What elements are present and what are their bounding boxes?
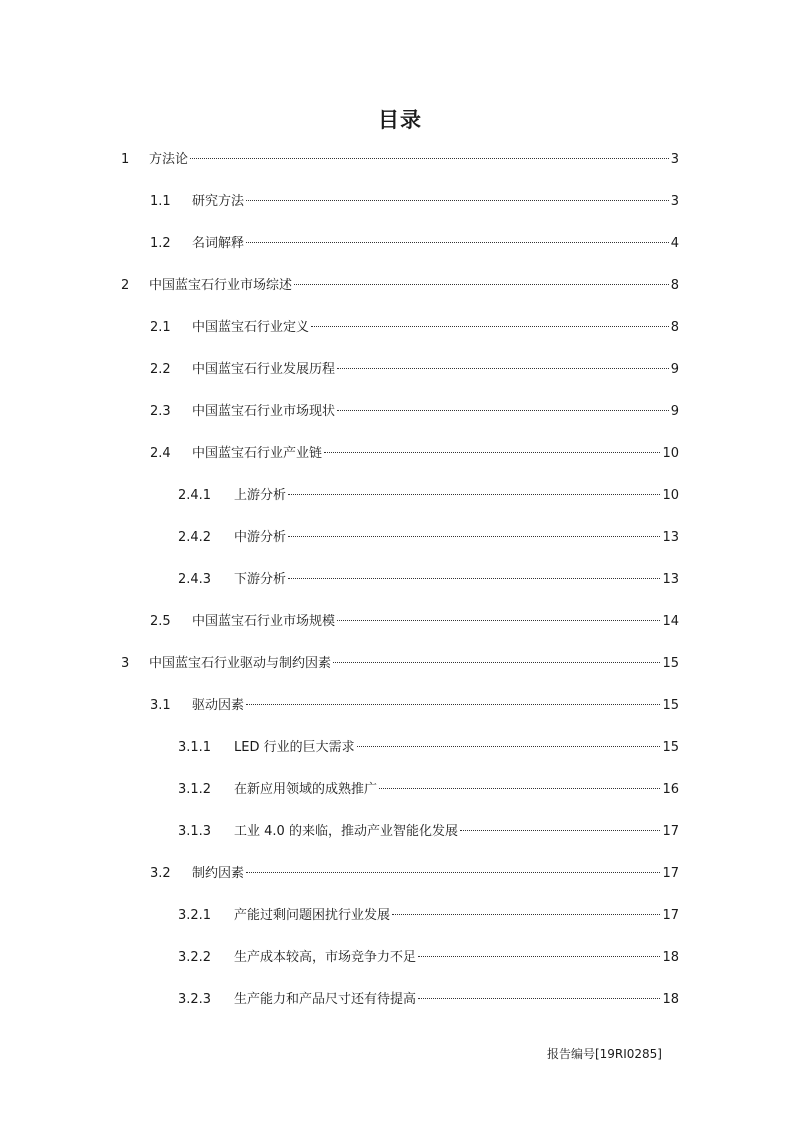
toc-leader-dots (190, 158, 669, 159)
report-id: 报告编号[19RI0285] (546, 1047, 662, 1061)
toc-entry-page: 15 (662, 698, 679, 713)
toc-entry-label: LED 行业的巨大需求 (234, 740, 355, 755)
toc-entry-page: 14 (662, 614, 679, 629)
toc-entry[interactable] (178, 822, 679, 842)
toc-entry-label: 中国蓝宝石行业驱动与制约因素 (149, 656, 332, 671)
toc-entry[interactable] (121, 276, 679, 296)
toc-leader-dots (246, 872, 660, 873)
toc-entry[interactable] (150, 360, 679, 380)
toc-entry-number: 2.2 (150, 362, 171, 377)
toc-entry-number: 1.2 (150, 236, 171, 251)
toc-leader-dots (337, 368, 669, 369)
toc-entry-number: 3 (121, 656, 130, 671)
toc-entry[interactable] (121, 654, 679, 674)
toc-entry-label: 中国蓝宝石行业产业链 (192, 446, 323, 461)
toc-entry-number: 3.1.1 (178, 740, 212, 755)
toc-entry-label: 中国蓝宝石行业市场现状 (192, 404, 336, 419)
toc-entry[interactable] (178, 948, 679, 968)
toc-entry[interactable] (178, 486, 679, 506)
toc-entry-number: 2.4.2 (178, 530, 212, 545)
toc-entry-page: 10 (662, 488, 679, 503)
toc-leader-dots (418, 998, 660, 999)
toc-leader-dots (333, 662, 660, 663)
toc-leader-dots (324, 452, 660, 453)
toc-entry-page: 17 (662, 866, 679, 881)
toc-leader-dots (337, 620, 660, 621)
toc-leader-dots (357, 746, 661, 747)
toc-entry-number: 2.5 (150, 614, 171, 629)
toc-entry-label: 生产能力和产品尺寸还有待提高 (234, 992, 417, 1007)
toc-entry-label: 中国蓝宝石行业市场规模 (192, 614, 336, 629)
toc-entry-page: 16 (662, 782, 679, 797)
toc-leader-dots (294, 284, 669, 285)
toc-leader-dots (460, 830, 661, 831)
toc-leader-dots (337, 410, 669, 411)
toc-entry-number: 3.1.3 (178, 824, 212, 839)
toc-entry-page: 3 (670, 194, 679, 209)
toc-entry-number: 2 (121, 278, 130, 293)
toc-entry-number: 1.1 (150, 194, 171, 209)
toc-entry-number: 2.1 (150, 320, 171, 335)
toc-entry[interactable] (150, 192, 679, 212)
toc-entry-label: 上游分析 (234, 488, 287, 503)
toc-entry[interactable] (150, 696, 679, 716)
toc-entry[interactable] (150, 444, 679, 464)
toc-entry[interactable] (178, 528, 679, 548)
toc-entry[interactable] (150, 864, 679, 884)
toc-leader-dots (379, 788, 660, 789)
toc-entry-page: 13 (662, 530, 679, 545)
toc-entry-label: 生产成本较高，市场竞争力不足 (234, 950, 417, 965)
toc-entry-label: 驱动因素 (192, 698, 245, 713)
toc-entry-label: 工业 4.0 的来临，推动产业智能化发展 (234, 824, 458, 839)
toc-entry[interactable] (178, 780, 679, 800)
toc-entry-number: 3.2.2 (178, 950, 212, 965)
toc-entry-label: 中游分析 (234, 530, 287, 545)
toc-entry-page: 17 (662, 908, 679, 923)
toc-entry[interactable] (121, 150, 679, 170)
toc-entry-page: 10 (662, 446, 679, 461)
toc-entry-page: 8 (670, 320, 679, 335)
toc-entry-page: 4 (670, 236, 679, 251)
toc-entry-page: 13 (662, 572, 679, 587)
toc-entry-number: 3.2.1 (178, 908, 212, 923)
toc-entry-label: 中国蓝宝石行业发展历程 (192, 362, 336, 377)
toc-leader-dots (246, 200, 669, 201)
toc-entry[interactable] (178, 570, 679, 590)
toc-entry-page: 15 (662, 740, 679, 755)
toc-entry-label: 名词解释 (192, 236, 245, 251)
toc-entry[interactable] (150, 318, 679, 338)
toc-entry[interactable] (178, 906, 679, 926)
toc-entry[interactable] (150, 402, 679, 422)
toc-leader-dots (246, 704, 660, 705)
toc-entry-page: 18 (662, 950, 679, 965)
toc-entry-number: 3.2 (150, 866, 171, 881)
toc-entry-page: 8 (670, 278, 679, 293)
toc-entry-page: 9 (670, 404, 679, 419)
toc-entry-number: 3.2.3 (178, 992, 212, 1007)
toc-entry-label: 方法论 (149, 152, 189, 167)
toc-entry-number: 1 (121, 152, 130, 167)
toc-entry-number: 2.4.3 (178, 572, 212, 587)
toc-entry[interactable] (150, 234, 679, 254)
page-title: 目录 (378, 108, 422, 132)
toc-entry-number: 3.1 (150, 698, 171, 713)
toc-leader-dots (392, 914, 660, 915)
toc-entry-label: 中国蓝宝石行业定义 (192, 320, 310, 335)
toc-entry-label: 研究方法 (192, 194, 245, 209)
toc-entry-label: 产能过剩问题困扰行业发展 (234, 908, 391, 923)
toc-entry[interactable] (178, 738, 679, 758)
toc-entry-page: 17 (662, 824, 679, 839)
toc-entry-label: 在新应用领域的成熟推广 (234, 782, 378, 797)
toc-leader-dots (311, 326, 669, 327)
toc-leader-dots (246, 242, 669, 243)
toc-entry-page: 18 (662, 992, 679, 1007)
toc-entry-label: 制约因素 (192, 866, 245, 881)
toc-entry-page: 3 (670, 152, 679, 167)
toc-entry-number: 2.3 (150, 404, 171, 419)
toc-entry-page: 15 (662, 656, 679, 671)
toc-entry-number: 2.4.1 (178, 488, 212, 503)
toc-entry-number: 3.1.2 (178, 782, 212, 797)
toc-entry[interactable] (178, 990, 679, 1010)
toc-entry-label: 下游分析 (234, 572, 287, 587)
toc-leader-dots (288, 536, 660, 537)
toc-entry[interactable] (150, 612, 679, 632)
toc-entry-label: 中国蓝宝石行业市场综述 (149, 278, 293, 293)
toc-entry-number: 2.4 (150, 446, 171, 461)
toc-leader-dots (288, 494, 660, 495)
toc-entry-page: 9 (670, 362, 679, 377)
toc-leader-dots (288, 578, 660, 579)
toc-leader-dots (418, 956, 660, 957)
